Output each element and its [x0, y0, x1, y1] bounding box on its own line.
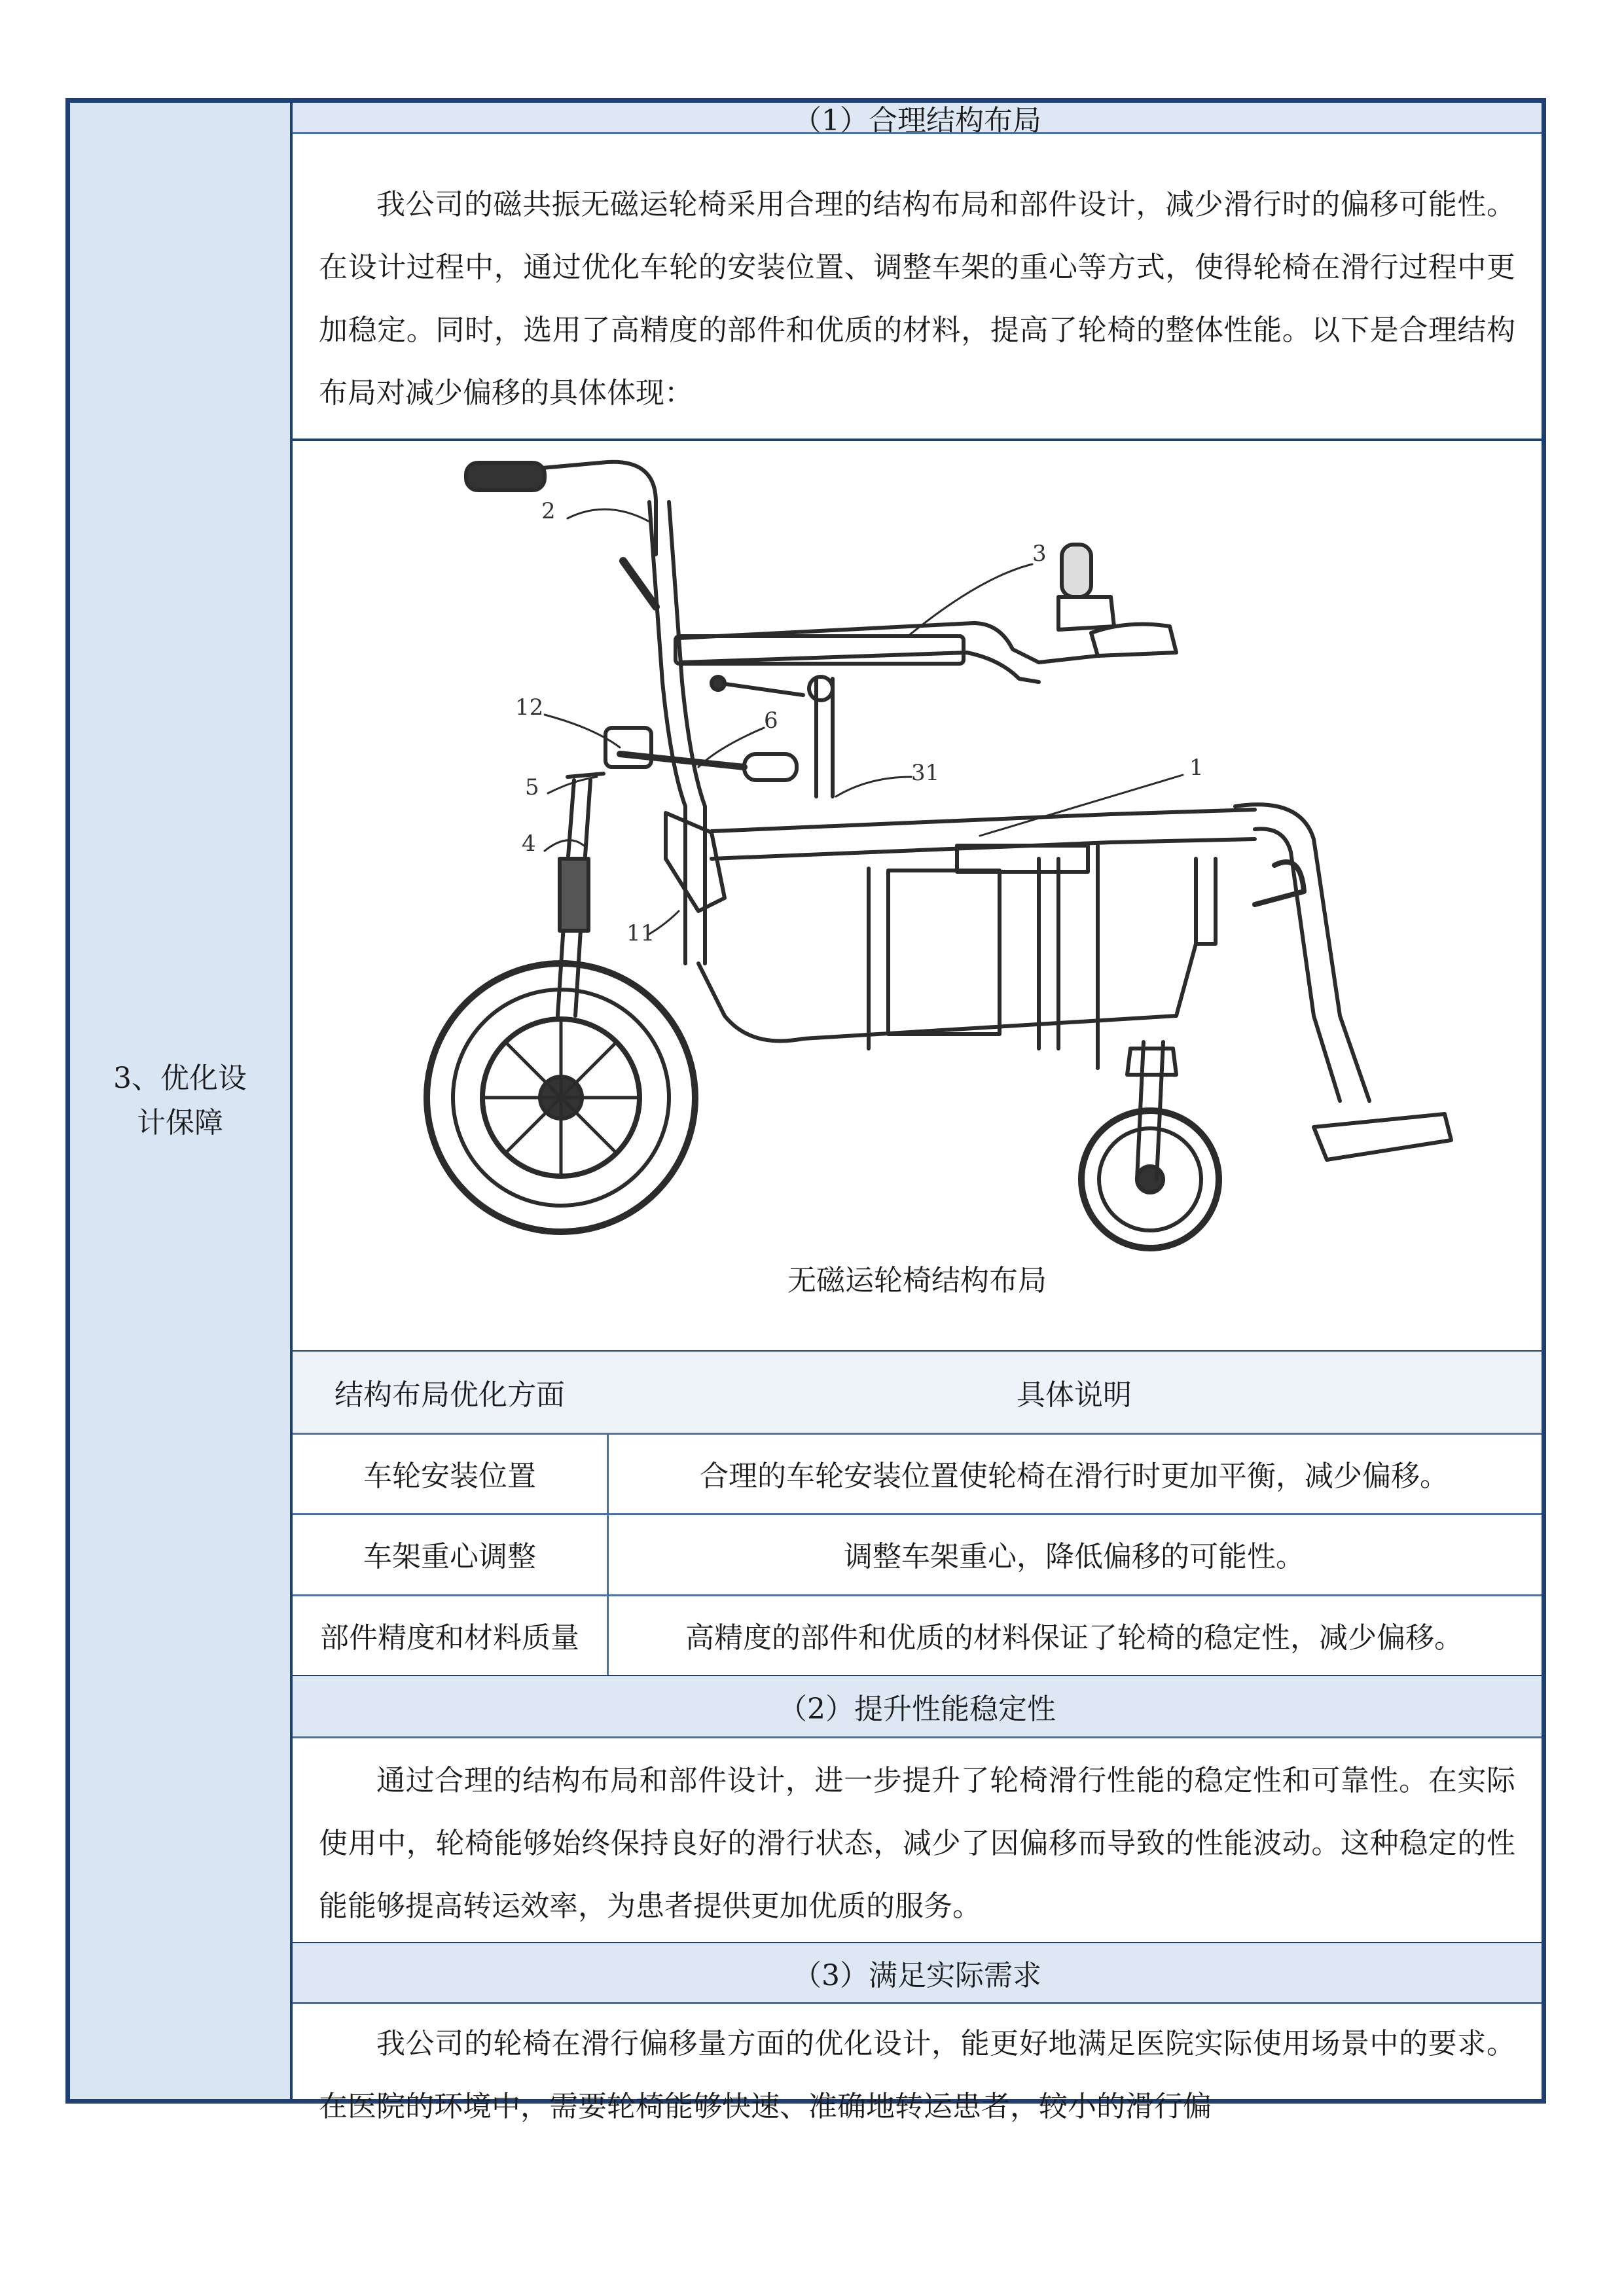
- table-cell: 部件精度和材料质量: [320, 1621, 579, 1655]
- joystick: [1062, 545, 1091, 597]
- side-label: 3、优化设计保障: [113, 1062, 247, 1139]
- section1-body: 我公司的磁共振无磁运轮椅采用合理的结构布局和部件设计，减少滑行时的偏移可能性。在设计过程中，通过优化车轮的安装位置、调整车架的重心等方式，使得轮椅在滑行过程中更加稳定。同时，选用了高精度的部件和优质的材料，提高了轮椅的整体性能。以下是合理结构布局对减少偏移的具体体现：: [319, 188, 1515, 410]
- table-cell: 车轮安装位置: [363, 1459, 536, 1493]
- callout-label: 6: [764, 708, 778, 734]
- callout-label: 2: [541, 498, 556, 524]
- table-cell: 合理的车轮安装位置使轮椅在滑行时更加平衡，减少偏移。: [700, 1459, 1449, 1493]
- wheelchair-figure: [293, 440, 1542, 1352]
- section3-body: 我公司的轮椅在滑行偏移量方面的优化设计，能更好地满足医院实际使用场景中的要求。在医院的环境中，需要轮椅能够快速、准确地转运患者，较小的滑行偏: [319, 2027, 1515, 2123]
- divider: [293, 1736, 1542, 1738]
- callout-label: 3: [1032, 541, 1047, 567]
- section2-heading: （2）提升性能稳定性: [293, 1676, 1542, 1736]
- footrest: [1314, 1114, 1451, 1160]
- page-frame: [65, 98, 1546, 2123]
- callout-label: 4: [522, 831, 536, 857]
- callout-label: 12: [515, 694, 544, 721]
- wheelchair-drawing: [293, 440, 1546, 1251]
- divider: [293, 2002, 1542, 2004]
- callout-label: 31: [911, 760, 940, 786]
- side-label-cell: [70, 103, 293, 2099]
- table-cell: 车架重心调整: [363, 1540, 536, 1573]
- table-header: 结构布局优化方面: [293, 1352, 607, 1433]
- callout-label: 5: [525, 774, 539, 800]
- table-header: 具体说明: [607, 1352, 1542, 1433]
- callout-label: 11: [626, 920, 655, 946]
- divider: [293, 132, 1542, 134]
- handle-grip: [466, 463, 545, 490]
- table-cell: 高精度的部件和优质的材料保证了轮椅的稳定性，减少偏移。: [685, 1621, 1463, 1655]
- content-column: [293, 103, 1542, 2123]
- section2-body: 通过合理的结构布局和部件设计，进一步提升了轮椅滑行性能的稳定性和可靠性。在实际使用中，轮椅能够始终保持良好的滑行状态，减少了因偏移而导致的性能波动。这种稳定的性能能够提高转运效率，为患者提供更加优质的服务。: [319, 1764, 1515, 1923]
- section1-heading: （1）合理结构布局: [293, 103, 1542, 132]
- battery-box: [888, 870, 1000, 1034]
- section3-heading: （3）满足实际需求: [293, 1943, 1542, 2002]
- figure-caption: 无磁运轮椅结构布局: [787, 1264, 1047, 1297]
- callout-label: 1: [1189, 755, 1204, 781]
- table-cell: 调整车架重心，降低偏移的可能性。: [844, 1540, 1305, 1573]
- comparison-table: [293, 1352, 1542, 1675]
